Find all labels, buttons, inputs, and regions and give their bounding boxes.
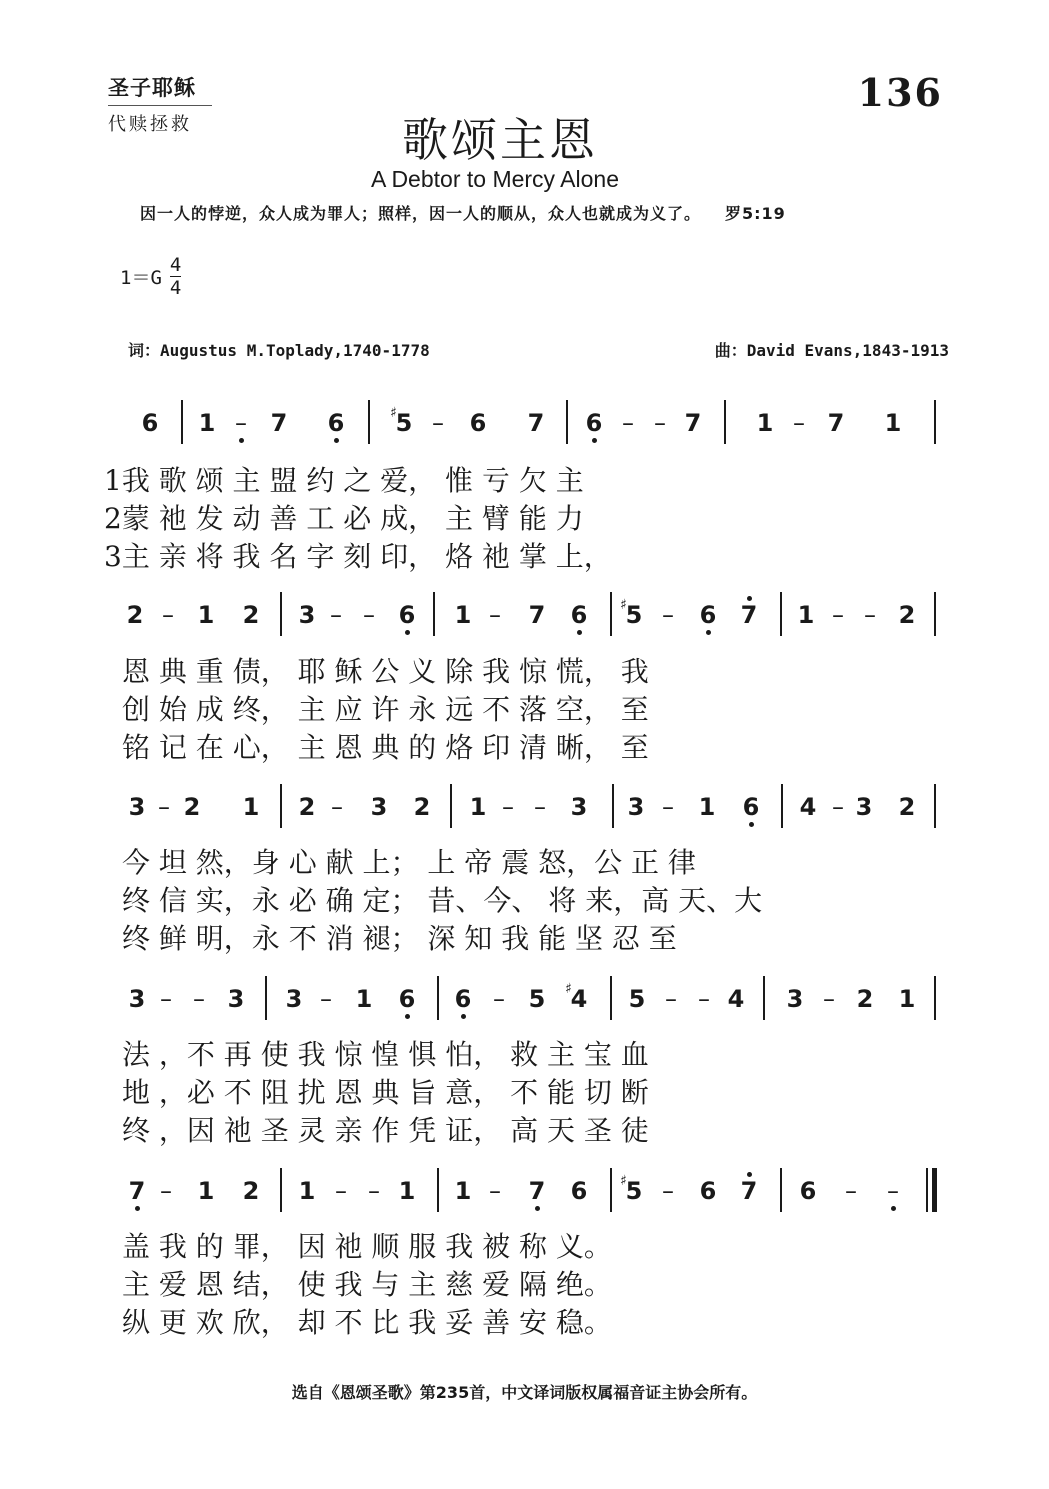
duration-dash: – bbox=[193, 985, 205, 1013]
octave-dot-below bbox=[706, 630, 711, 635]
note: 6 bbox=[570, 1177, 588, 1205]
sharp-accidental: ♯ bbox=[620, 597, 627, 613]
note: 1 bbox=[469, 793, 487, 821]
note: 2 bbox=[298, 793, 316, 821]
note: 3 bbox=[128, 985, 146, 1013]
note: 1 bbox=[355, 985, 373, 1013]
octave-dot-below bbox=[749, 822, 754, 827]
note: 4 bbox=[727, 985, 745, 1013]
final-bar-line bbox=[932, 1168, 937, 1212]
note: 4 bbox=[799, 793, 817, 821]
bar-line bbox=[724, 400, 726, 444]
note: 1 bbox=[797, 601, 815, 629]
duration-dash: – bbox=[330, 601, 342, 629]
note: 1 bbox=[898, 985, 916, 1013]
bar-line bbox=[934, 592, 936, 636]
bar-line bbox=[437, 1168, 439, 1212]
bar-line bbox=[368, 400, 370, 444]
note: 1 bbox=[884, 409, 902, 437]
octave-dot-below bbox=[592, 438, 597, 443]
note: 6 bbox=[141, 409, 159, 437]
note: 7 bbox=[731, 1176, 767, 1206]
note: 4 ♯ bbox=[561, 984, 597, 1014]
key-signature bbox=[120, 254, 181, 299]
note: 3 bbox=[570, 793, 588, 821]
duration-dash: – bbox=[489, 601, 501, 629]
scripture-verse bbox=[140, 201, 786, 224]
lyric-line-verse-1: 1我 歌 颂 主 盟 约 之 爱， 惟 亏 欠 主 bbox=[104, 464, 584, 497]
lyric-line-verse-3: 纵 更 欢 欣， 却 不 比 我 妥 善 安 稳。 bbox=[122, 1306, 612, 1339]
lyric-line-verse-3: 终 鲜 明，永 不 消 褪； 深 知 我 能 坚 忍 至 bbox=[122, 922, 677, 955]
duration-dash: – bbox=[363, 601, 375, 629]
bar-line bbox=[780, 1168, 782, 1212]
note: 6 bbox=[690, 600, 726, 630]
duration-dash: – bbox=[534, 793, 546, 821]
lyric-line-verse-2: 创 始 成 终， 主 应 许 永 远 不 落 空， 至 bbox=[122, 693, 649, 726]
duration-dash: – bbox=[662, 1177, 674, 1205]
key-label: 1＝G bbox=[120, 267, 162, 289]
title-chinese: 歌颂主恩 bbox=[402, 113, 598, 167]
lyric-line-verse-2: 主 爱 恩 结， 使 我 与 主 慈 爱 隔 绝。 bbox=[122, 1268, 612, 1301]
bar-line bbox=[612, 784, 614, 828]
note: 2 bbox=[242, 1177, 260, 1205]
octave-dot-below bbox=[135, 1206, 140, 1211]
time-signature bbox=[170, 254, 181, 299]
note: 3 bbox=[370, 793, 388, 821]
category-main: 圣子耶稣 bbox=[108, 75, 196, 100]
lyric-line-verse-1: 法 ，不 再 使 我 惊 惶 惧 怕， 救 主 宝 血 bbox=[122, 1038, 649, 1071]
note: 1 bbox=[197, 1177, 215, 1205]
duration-dash: – bbox=[158, 793, 170, 821]
scripture-text: 因一人的悖逆，众人成为罪人；照样，因一人的顺从，众人也就成为义了。 bbox=[140, 204, 702, 223]
note: 2 bbox=[183, 793, 201, 821]
title-english: A Debtor to Mercy Alone bbox=[370, 166, 619, 192]
lyric-line-verse-1: 盖 我 的 罪， 因 祂 顺 服 我 被 称 义。 bbox=[122, 1230, 612, 1263]
note: 7 bbox=[519, 1176, 555, 1206]
octave-dot-below bbox=[405, 630, 410, 635]
note: 6 bbox=[445, 984, 481, 1014]
note: 2 bbox=[126, 601, 144, 629]
lyric-line-verse-2: 地 ，必 不 阻 扰 恩 典 旨 意， 不 能 切 断 bbox=[122, 1076, 649, 1109]
lyricist-credit: 词：Augustus M.Toplady,1740-1778 bbox=[128, 341, 430, 360]
duration-dash: – bbox=[654, 409, 666, 437]
duration-dash: – bbox=[864, 601, 876, 629]
duration-dash: – bbox=[845, 1177, 857, 1205]
note: 6 bbox=[561, 600, 597, 630]
duration-dash: – bbox=[832, 793, 844, 821]
bar-line bbox=[280, 784, 282, 828]
bar-line bbox=[934, 976, 936, 1020]
octave-dot-below bbox=[334, 438, 339, 443]
duration-dash: – bbox=[335, 1177, 347, 1205]
duration-dash: – bbox=[160, 1177, 172, 1205]
bar-line bbox=[265, 976, 267, 1020]
note: 2 bbox=[413, 793, 431, 821]
bar-line bbox=[763, 976, 765, 1020]
time-bottom: 4 bbox=[169, 277, 182, 299]
bar-line bbox=[610, 1168, 612, 1212]
duration-dash: – bbox=[823, 985, 835, 1013]
note: 2 bbox=[242, 601, 260, 629]
duration-dash: – bbox=[662, 793, 674, 821]
note: 1 bbox=[398, 1177, 416, 1205]
sharp-accidental: ♯ bbox=[620, 1173, 627, 1189]
note: 3 bbox=[298, 601, 316, 629]
note: 6 bbox=[799, 1177, 817, 1205]
note: 3 bbox=[855, 793, 873, 821]
note: 3 bbox=[285, 985, 303, 1013]
note: 1 bbox=[242, 793, 260, 821]
octave-dot-below bbox=[535, 1206, 540, 1211]
lyric-line-verse-1: 恩 典 重 债， 耶 稣 公 义 除 我 惊 慌， 我 bbox=[122, 655, 649, 688]
hymn-number: 136 bbox=[857, 70, 943, 115]
duration-dash: – bbox=[832, 601, 844, 629]
bar-line bbox=[780, 592, 782, 636]
sharp-accidental: ♯ bbox=[390, 405, 397, 421]
octave-dot-above bbox=[747, 1172, 752, 1177]
note: 6 bbox=[469, 409, 487, 437]
bar-line bbox=[437, 976, 439, 1020]
duration-dash: – bbox=[665, 985, 677, 1013]
note: 5 bbox=[528, 985, 546, 1013]
composer-credit: 曲：David Evans,1843-1913 bbox=[714, 341, 949, 360]
duration-dash: – bbox=[502, 793, 514, 821]
note: 6 bbox=[389, 984, 425, 1014]
bar-line bbox=[610, 976, 612, 1020]
bar-line bbox=[433, 592, 435, 636]
octave-dot-below bbox=[891, 1206, 896, 1211]
note: 6 bbox=[389, 600, 425, 630]
copyright-footer: 选自《恩颂圣歌》第235首，中文译词版权属福音证主协会所有。 bbox=[291, 1383, 758, 1402]
octave-dot-below bbox=[239, 438, 244, 443]
lyric-line-verse-1: 今 坦 然，身 心 献 上； 上 帝 震 怒，公 正 律 bbox=[122, 846, 696, 879]
category-sub: 代赎拯救 bbox=[108, 114, 192, 135]
duration-dash: – bbox=[160, 985, 172, 1013]
bar-line bbox=[566, 400, 568, 444]
duration-dash: – bbox=[331, 793, 343, 821]
note: 5 ♯ bbox=[616, 1176, 652, 1206]
note: 1 bbox=[198, 409, 216, 437]
duration-dash: – bbox=[368, 1177, 380, 1205]
note: 5 ♯ bbox=[616, 600, 652, 630]
bar-line bbox=[450, 784, 452, 828]
note: 1 bbox=[698, 793, 716, 821]
note: 7 bbox=[827, 409, 845, 437]
bar-line bbox=[781, 784, 783, 828]
note: 6 bbox=[576, 408, 612, 438]
lyric-line-verse-2: 2蒙 祂 发 动 善 工 必 成， 主 臂 能 力 bbox=[104, 502, 584, 535]
note: 7 bbox=[684, 409, 702, 437]
bar-line bbox=[934, 400, 936, 444]
lyric-line-verse-3: 终 ，因 祂 圣 灵 亲 作 凭 证， 高 天 圣 徒 bbox=[122, 1114, 649, 1147]
note: 2 bbox=[898, 601, 916, 629]
octave-dot-below bbox=[577, 630, 582, 635]
note: 1 bbox=[454, 1177, 472, 1205]
sharp-accidental: ♯ bbox=[565, 981, 572, 997]
note: 1 bbox=[298, 1177, 316, 1205]
note: 7 bbox=[528, 601, 546, 629]
note: 7 bbox=[119, 1176, 155, 1206]
note: 1 bbox=[454, 601, 472, 629]
final-bar-line bbox=[926, 1168, 928, 1212]
note: 6 bbox=[699, 1177, 717, 1205]
duration-dash: – bbox=[223, 408, 259, 438]
note: 5 ♯ bbox=[386, 408, 422, 438]
octave-dot-below bbox=[461, 1014, 466, 1019]
duration-dash: – bbox=[698, 985, 710, 1013]
octave-dot-above bbox=[747, 596, 752, 601]
bar-line bbox=[280, 1168, 282, 1212]
duration-dash: – bbox=[875, 1176, 911, 1206]
bar-line bbox=[610, 592, 612, 636]
note: 7 bbox=[270, 409, 288, 437]
note: 1 bbox=[197, 601, 215, 629]
duration-dash: – bbox=[432, 409, 444, 437]
bar-line bbox=[181, 400, 183, 444]
note: 2 bbox=[898, 793, 916, 821]
duration-dash: – bbox=[162, 601, 174, 629]
note: 6 bbox=[733, 792, 769, 822]
duration-dash: – bbox=[662, 601, 674, 629]
time-top: 4 bbox=[169, 254, 182, 276]
note: 7 bbox=[527, 409, 545, 437]
note: 3 bbox=[627, 793, 645, 821]
duration-dash: – bbox=[622, 409, 634, 437]
lyric-line-verse-2: 终 信 实，永 必 确 定； 昔、今、 将 来，高 天、大 bbox=[122, 884, 763, 917]
duration-dash: – bbox=[489, 1177, 501, 1205]
lyric-line-verse-3: 3主 亲 将 我 名 字 刻 印， 烙 祂 掌 上， bbox=[104, 540, 612, 573]
duration-dash: – bbox=[793, 409, 805, 437]
bar-line bbox=[280, 592, 282, 636]
scripture-ref: 罗5:19 bbox=[725, 204, 786, 223]
note: 2 bbox=[856, 985, 874, 1013]
note: 3 bbox=[128, 793, 146, 821]
note: 5 bbox=[628, 985, 646, 1013]
note: 3 bbox=[227, 985, 245, 1013]
octave-dot-below bbox=[405, 1014, 410, 1019]
note: 7 bbox=[731, 600, 767, 630]
duration-dash: – bbox=[493, 985, 505, 1013]
note: 3 bbox=[786, 985, 804, 1013]
bar-line bbox=[934, 784, 936, 828]
note: 1 bbox=[756, 409, 774, 437]
lyric-line-verse-3: 铭 记 在 心， 主 恩 典 的 烙 印 清 晰， 至 bbox=[122, 731, 649, 764]
note: 6 bbox=[318, 408, 354, 438]
duration-dash: – bbox=[320, 985, 332, 1013]
